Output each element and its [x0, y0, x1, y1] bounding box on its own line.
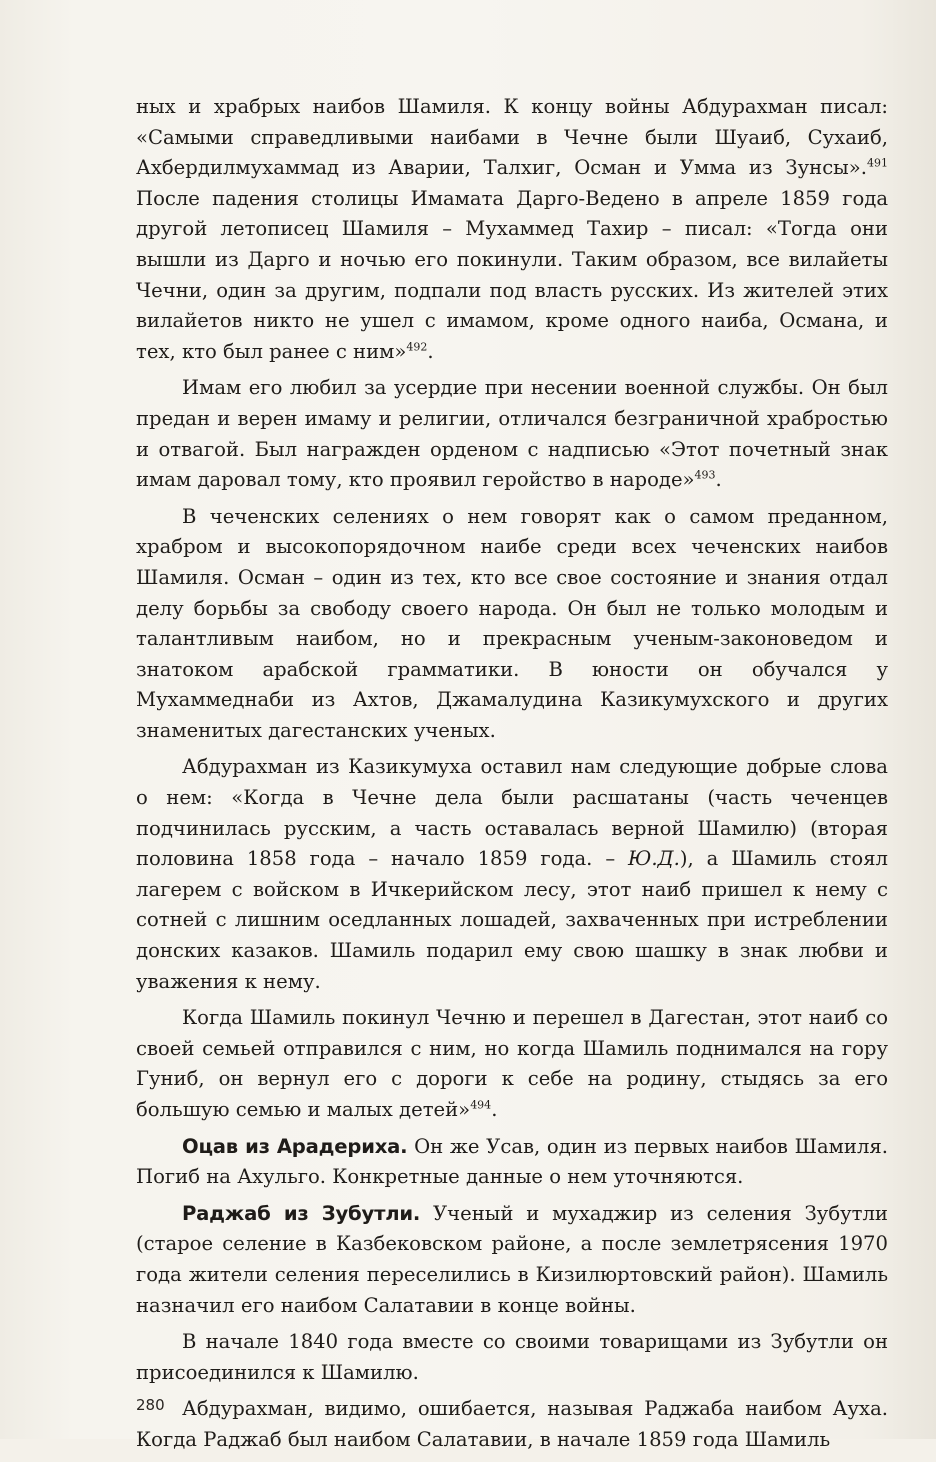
paragraph-text: Ученый и мухаджир из селения Зубутли (старое селение в Казбековском районе, а после землетрясения 1970 года жители селения переселились в Кизилюртовский район). Шамиль назначил его наибом Салатавии в конце войны.	[136, 1201, 888, 1317]
entry-heading: Оцав из Арадериха.	[182, 1134, 408, 1158]
paragraph-text: В начале 1840 года вместе со своими товарищами из Зубутли он присоединился к Шамилю.	[136, 1330, 888, 1384]
paragraph-text: Он же Усав, один из первых наибов Шамиля. Погиб на Ахульго. Конкретные данные о нем уточняются.	[136, 1134, 889, 1189]
footnote-ref: 493	[694, 468, 716, 482]
body-text	[136, 92, 888, 1462]
paragraph-2	[136, 373, 888, 495]
paragraph-8	[136, 1327, 888, 1388]
paragraph-text: Имам его любил за усердие при несении военной службы. Он был предан и верен имаму и религии, отличался безграничной храбростью и отвагой. Был награжден орденом с надписью «Этот почетный знак имам даровал тому, кто проявил геройство в народе»	[136, 376, 888, 492]
paragraph-3	[136, 502, 888, 747]
paragraph-text: После падения столицы Имамата Дарго-Ведено в апреле 1859 года другой летописец Шамиля – Мухаммед Тахир – писал: «Тогда они вышли из Дарго и ночью его покинули. Таким образом, все вилайеты Чечни, один за другим, подпали под власть русских. Из жителей этих вилайетов никто не ушел с имамом, кроме одного наиба, Османа, и тех, кто был ранее с ним»	[136, 186, 888, 363]
entry-radzhab	[136, 1199, 888, 1321]
footnote-ref: 494	[470, 1098, 492, 1112]
paragraph-text: Абдурахман, видимо, ошибается, называя Раджаба наибом Ауха. Когда Раджаб был наибом Салатавии, в начале 1859 года Шамиль	[136, 1397, 888, 1451]
paragraph-text: ных и храбрых наибов Шамиля. К концу войны Абдурахман писал: «Самыми справедливыми наибами в Чечне были Шуаиб, Сухаиб, Ахбердилмухаммад из Аварии, Талхиг, Осман и Умма из Зунсы».	[136, 95, 888, 180]
entry-otsav	[136, 1132, 888, 1193]
paragraph-text: .	[427, 339, 434, 363]
paragraph-text: ), а Шамиль стоял лагерем с войском в Ичкерийском лесу, этот наиб пришел к нему с сотней с лишним оседланных лошадей, захваченных при истреблении донских казаков. Шамиль подарил ему свою шашку в знак любви и уважения к нему.	[136, 847, 888, 993]
paragraph-text: .	[715, 468, 722, 492]
footnote-ref: 492	[406, 340, 428, 354]
paragraph-4	[136, 752, 888, 997]
paragraph-text: .	[491, 1098, 498, 1121]
paragraph-9	[136, 1394, 888, 1455]
author-initials: Ю.Д.	[628, 847, 680, 871]
entry-heading: Раджаб из Зубутли.	[182, 1201, 421, 1225]
paragraph-text: Когда Шамиль покинул Чечню и перешел в Дагестан, этот наиб со своей семьей отправился с ним, но когда Шамиль поднимался на гору Гуниб, он вернул его с дороги к себе на родину, стыдясь за его большую семью и малых детей»	[136, 1006, 888, 1121]
paragraph-5	[136, 1003, 888, 1125]
paragraph-1	[136, 92, 888, 367]
paragraph-text: Абдурахман из Казикумуха оставил нам следующие добрые слова о нем: «Когда в Чечне дела были расшатаны (часть чеченцев подчинилась русским, а часть оставалась верной Шамилю) (вторая половина 1858 года – начало 1859 года. –	[136, 755, 888, 871]
footnote-ref: 491	[867, 156, 888, 170]
paragraph-text: В чеченских селениях о нем говорят как о самом преданном, храбром и высокопорядочном наибе среди всех чеченских наибов Шамиля. Осман – один из тех, кто все свое состояние и знания отдал делу борьбы за свободу своего народа. Он был не только молодым и талантливым наибом, но и прекрасным ученым-законоведом и знатоком арабской грамматики. В юности он обучался у Мухаммеднаби из Ахтов, Джамалудина Казикумухского и других знаменитых дагестанских ученых.	[136, 504, 888, 742]
page-number: 280	[136, 1396, 165, 1414]
